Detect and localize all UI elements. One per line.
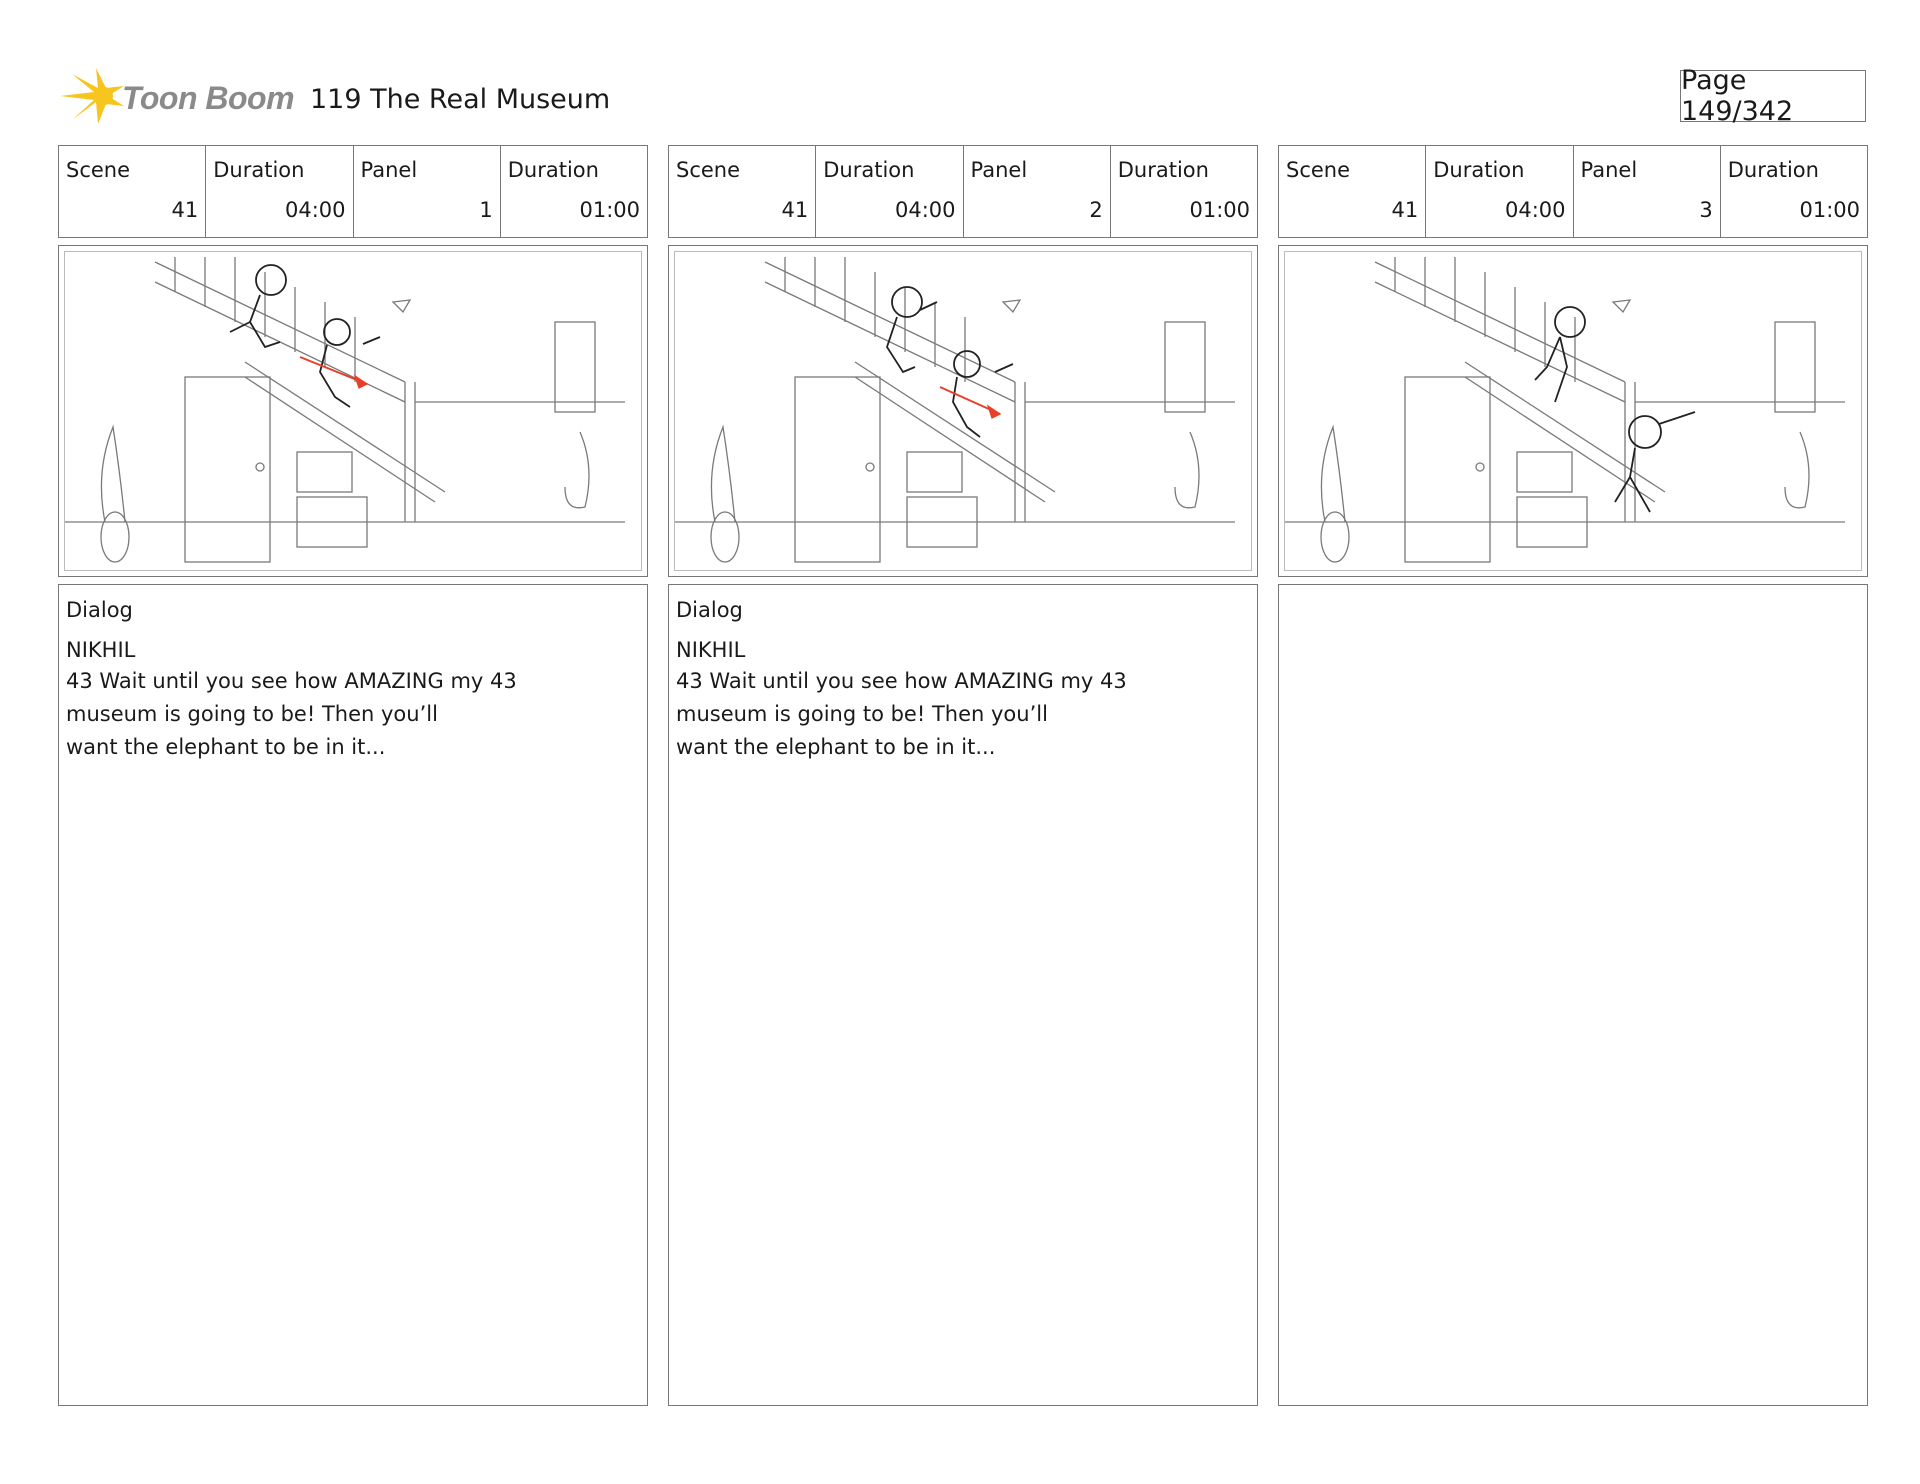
panel-column-3 xyxy=(1278,145,1868,1406)
scene-duration-value: 04:00 xyxy=(1504,198,1566,222)
speaker-name: NIKHIL xyxy=(676,638,746,662)
storyboard-frame xyxy=(58,245,648,577)
storyboard-frame xyxy=(1278,245,1868,577)
scene-label: Scene xyxy=(66,158,131,182)
staircase-sketch xyxy=(675,257,1235,562)
dialog-box xyxy=(1278,584,1868,1406)
duration-label: Duration xyxy=(1117,158,1209,182)
dialog-box xyxy=(668,584,1258,1406)
panel-cell xyxy=(964,146,1111,237)
dialog-line: museum is going to be! Then you’ll xyxy=(676,702,1048,726)
page-number: Page 149/342 xyxy=(1680,70,1866,122)
duration-label: Duration xyxy=(1727,158,1819,182)
speaker-name: NIKHIL xyxy=(66,638,136,662)
scene-value: 41 xyxy=(781,198,809,222)
duration-label: Duration xyxy=(823,158,915,182)
scene-value: 41 xyxy=(1391,198,1419,222)
panel-duration-cell xyxy=(501,146,647,237)
panel-label: Panel xyxy=(360,158,418,182)
characters-sketch xyxy=(1535,307,1695,512)
dialog-label: Dialog xyxy=(66,598,133,622)
star-burst-icon xyxy=(58,66,128,128)
scene-duration-cell xyxy=(1426,146,1573,237)
staircase-sketch xyxy=(1285,257,1845,562)
logo-text: Toon Boom xyxy=(122,80,295,116)
panel-column-2 xyxy=(668,145,1258,1406)
document-title: 119 The Real Museum xyxy=(310,84,611,115)
sketch-image xyxy=(674,251,1252,571)
panel-cell xyxy=(354,146,501,237)
dialog-line: want the elephant to be in it... xyxy=(66,735,386,759)
panel-info-table xyxy=(1278,145,1868,238)
page-header xyxy=(58,62,1878,132)
panel-duration-cell xyxy=(1111,146,1257,237)
panel-column-1 xyxy=(58,145,648,1406)
panel-duration-value: 01:00 xyxy=(1799,198,1860,222)
toon-boom-logo xyxy=(58,66,295,128)
panel-value: 2 xyxy=(1089,198,1103,222)
scene-cell xyxy=(1279,146,1426,237)
duration-label: Duration xyxy=(507,158,599,182)
panel-value: 3 xyxy=(1699,198,1713,222)
panel-value: 1 xyxy=(479,198,493,222)
panel-info-table xyxy=(58,145,648,238)
dialog-line: 43 Wait until you see how AMAZING my 43 xyxy=(676,669,1127,693)
storyboard-frame xyxy=(668,245,1258,577)
duration-label: Duration xyxy=(213,158,305,182)
sketch-image xyxy=(1284,251,1862,571)
scene-duration-cell xyxy=(816,146,963,237)
panel-cell xyxy=(1574,146,1721,237)
scene-duration-value: 04:00 xyxy=(284,198,346,222)
duration-label: Duration xyxy=(1433,158,1525,182)
panel-duration-value: 01:00 xyxy=(579,198,640,222)
dialog-line: 43 Wait until you see how AMAZING my 43 xyxy=(66,669,517,693)
scene-cell xyxy=(669,146,816,237)
dialog-line: want the elephant to be in it... xyxy=(676,735,996,759)
panel-info-table xyxy=(668,145,1258,238)
scene-label: Scene xyxy=(676,158,741,182)
sketch-image xyxy=(64,251,642,571)
scene-duration-value: 04:00 xyxy=(894,198,956,222)
panel-duration-cell xyxy=(1721,146,1867,237)
scene-duration-cell xyxy=(206,146,353,237)
scene-cell xyxy=(59,146,206,237)
dialog-box xyxy=(58,584,648,1406)
dialog-label: Dialog xyxy=(676,598,743,622)
characters-sketch xyxy=(230,265,380,407)
scene-value: 41 xyxy=(171,198,199,222)
motion-arrow xyxy=(300,357,367,388)
panel-duration-value: 01:00 xyxy=(1189,198,1250,222)
panel-label: Panel xyxy=(970,158,1028,182)
staircase-sketch xyxy=(65,257,625,562)
scene-label: Scene xyxy=(1286,158,1351,182)
motion-arrow xyxy=(940,387,1000,418)
panel-label: Panel xyxy=(1580,158,1638,182)
dialog-line: museum is going to be! Then you’ll xyxy=(66,702,438,726)
